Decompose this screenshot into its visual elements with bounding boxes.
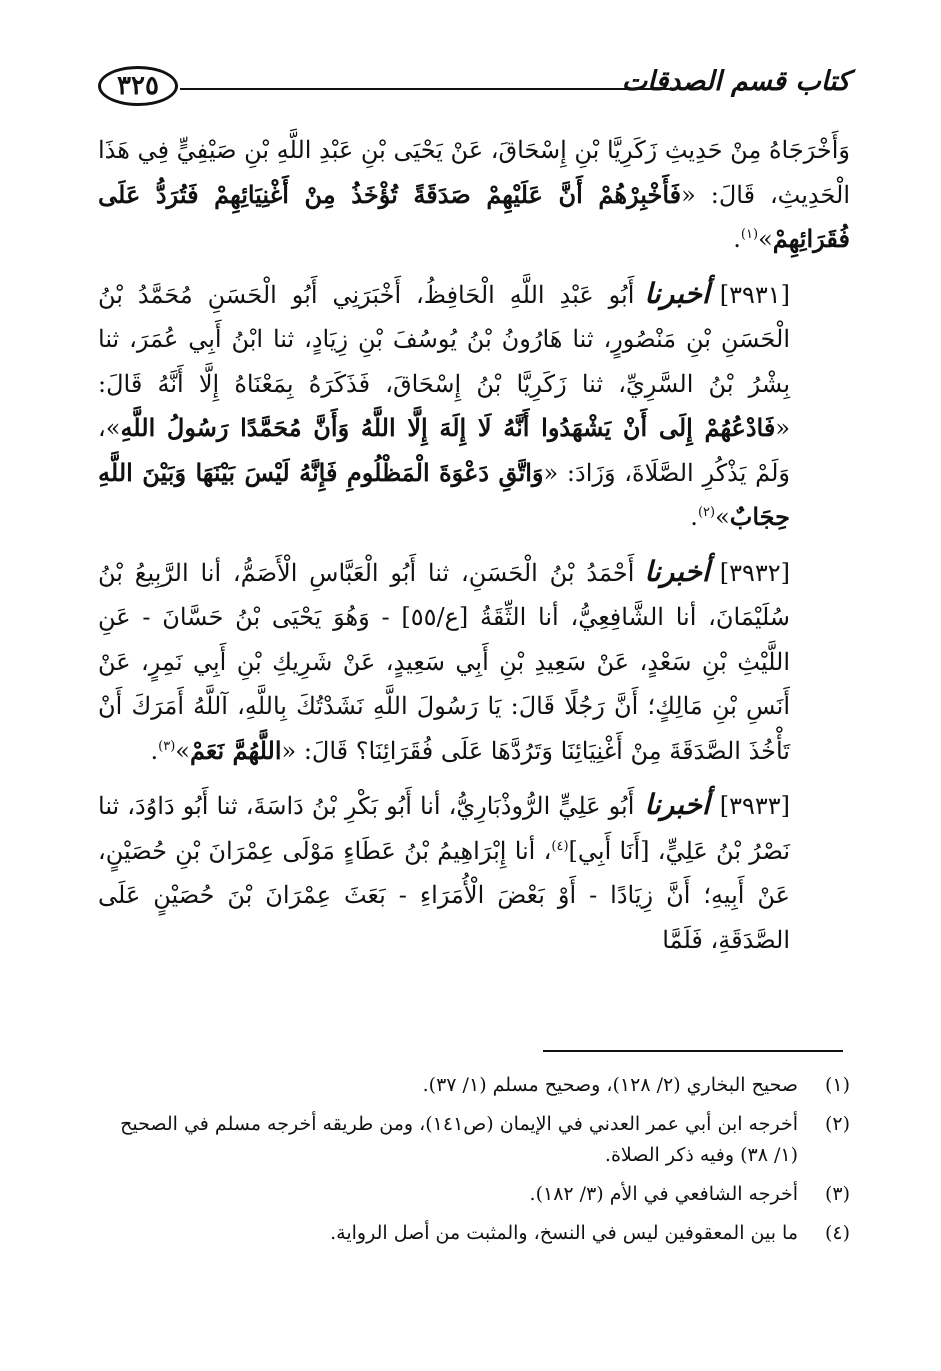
footnote-item bbox=[98, 1070, 850, 1101]
main-text bbox=[98, 128, 850, 962]
text-run: وَأَخْرَجَاهُ مِنْ حَدِيثِ زَكَرِيَّا بْنِ إِسْحَاقَ، عَنْ يَحْيَى بْنِ عَبْدِ اللَّهِ بْنِ صَيْفِيٍّ فِي هَذَا الْحَدِيثِ، قَالَ: « bbox=[98, 136, 851, 209]
text-run: أَبُو عَبْدِ اللَّهِ الْحَافِظُ، أَخْبَرَنِي أَبُو الْحَسَنِ مُحَمَّدُ بْنُ الْحَسَنِ بْنِ مَنْصُورٍ، ثنا هَارُونُ بْنُ يُوسُفَ بْنِ زِيَادٍ، ثنا ابْنُ أَبِي عُمَرَ، ثنا بِشْرُ بْنُ السَّرِيِّ، ثنا زَكَرِيَّا بْنُ إِسْحَاقَ، فَذَكَرَهُ بِمَعْنَاهُ إِلَّا أَنَّهُ قَالَ: « bbox=[98, 280, 790, 442]
text-run: . bbox=[733, 225, 741, 253]
text-run: » bbox=[758, 225, 773, 253]
footnote-number: (٣) bbox=[824, 1183, 850, 1205]
paragraph-continuation bbox=[98, 128, 850, 262]
text-run: . bbox=[150, 736, 159, 765]
quoted-hadith-text: فَادْعُهُمْ إِلَى أَنْ يَشْهَدُوا أَنَّهُ لَا إِلَهَ إِلَّا اللَّهُ وَأَنَّ مُحَمَّدًا رَسُولُ اللَّهِ bbox=[120, 413, 776, 442]
footnotes bbox=[98, 1070, 850, 1257]
footnote-item bbox=[98, 1109, 850, 1171]
footnote-number: (٢) bbox=[824, 1113, 850, 1135]
hadith-paragraph-3932 bbox=[98, 550, 850, 774]
header-rule bbox=[180, 88, 670, 90]
text-run: » bbox=[715, 503, 730, 531]
page-header bbox=[98, 58, 850, 118]
footnote-item bbox=[98, 1179, 850, 1210]
text-run: » bbox=[175, 736, 190, 765]
footnote-text: أخرجه الشافعي في الأم (٣/ ١٨٢). bbox=[529, 1183, 798, 1205]
footnote-text: ما بين المعقوفين ليس في النسخ، والمثبت من أصل الرواية. bbox=[330, 1222, 798, 1244]
hadith-paragraph-3931 bbox=[98, 272, 850, 540]
running-title: كتاب قسم الصدقات bbox=[621, 66, 850, 97]
page-number bbox=[98, 66, 178, 106]
quoted-hadith-text: وَاتَّقِ دَعْوَةَ الْمَظْلُومِ فَإِنَّهُ لَيْسَ بَيْنَهَا وَبَيْنَ اللَّهِ حِجَابٌ bbox=[98, 457, 790, 531]
quoted-hadith-text: فَأَخْبِرْهُمْ أَنَّ عَلَيْهِمْ صَدَقَةً تُؤْخَذُ مِنْ أَغْنِيَائِهِمْ فَتُرَدُّ عَلَى فُقَرَائِهِمْ bbox=[98, 179, 850, 253]
hadith-number: [٣٩٣٣] bbox=[719, 792, 790, 820]
hadith-paragraph-3933 bbox=[98, 783, 850, 962]
text-run: أَحْمَدُ بْنُ الْحَسَنِ، ثنا أَبُو الْعَبَّاسِ الْأَصَمُّ، أنا الرَّبِيعُ بْنُ سُلَيْمَانَ، أنا الشَّافِعِيُّ، أنا الثِّقَةُ [ع/٥٥] - وَهُوَ يَحْيَى بْنُ حَسَّانَ - عَنِ اللَّيْثِ بْنِ سَعْدٍ، عَنْ سَعِيدِ بْنِ أَبِي سَعِيدٍ، عَنْ شَرِيكِ بْنِ أَبِي نَمِرٍ، عَنْ أَنَسِ بْنِ مَالِكٍ؛ أَنَّ رَجُلًا قَالَ: يَا رَسُولَ اللَّهِ نَشَدْتُكَ بِاللَّهِ، آللَّهُ أَمَرَكَ أَنْ تَأْخُذَ الصَّدَقَةَ مِنْ أَغْنِيَائِنَا وَتَرُدَّهَا عَلَى فُقَرَائِنَا؟ قَالَ: « bbox=[98, 558, 790, 765]
footnote-item bbox=[98, 1218, 850, 1249]
text-run: ، أنا إِبْرَاهِيمُ بْنُ عَطَاءٍ مَوْلَى عِمْرَانَ بْنِ حُصَيْنٍ، عَنْ أَبِيهِ؛ أَنَّ زِيَادًا - أَوْ بَعْضَ الْأُمَرَاءِ - بَعَثَ عِمْرَانَ بْنَ حُصَيْنٍ عَلَى الصَّدَقَةِ، فَلَمَّا bbox=[98, 836, 790, 954]
footnote-ref: (١) bbox=[740, 227, 759, 242]
hadith-number: [٣٩٣٢] bbox=[719, 558, 790, 587]
text-run: »، وَلَمْ يَذْكُرِ الصَّلَاةَ، وَزَادَ: « bbox=[98, 414, 791, 487]
footnote-ref: (٢) bbox=[697, 505, 716, 520]
text-run: أَبُو عَلِيٍّ الرُّوذْبَارِيُّ، أنا أَبُو بَكْرِ بْنُ دَاسَةَ، ثنا أَبُو دَاوُدَ، ثنا نَصْرُ بْنُ عَلِيٍّ، [أَنَا أَبِي] bbox=[98, 792, 791, 865]
footnote-ref: (٣) bbox=[158, 738, 176, 754]
footnote-number: (١) bbox=[824, 1074, 850, 1096]
footnote-separator bbox=[543, 1050, 843, 1052]
text-run: . bbox=[690, 503, 698, 531]
hadith-number: [٣٩٣١] bbox=[719, 280, 790, 309]
akhbarana-heading: أخبرنا bbox=[644, 554, 710, 588]
akhbarana-heading: أخبرنا bbox=[644, 276, 710, 310]
quoted-hadith-text: اللَّهُمَّ نَعَمْ bbox=[189, 735, 282, 765]
footnote-text: صحيح البخاري (٢/ ١٢٨)، وصحيح مسلم (١/ ٣٧). bbox=[422, 1074, 798, 1096]
footnote-number: (٤) bbox=[824, 1222, 850, 1244]
footnote-text: أخرجه ابن أبي عمر العدني في الإيمان (ص١٤١)، ومن طريقه أخرجه مسلم في الصحيح (١/ ٣٨) وفيه ذكر الصلاة. bbox=[120, 1113, 798, 1166]
akhbarana-heading: أخبرنا bbox=[644, 788, 710, 821]
page-number-text: ٣٢٥ bbox=[117, 71, 159, 101]
footnote-ref: (٤) bbox=[551, 838, 569, 854]
